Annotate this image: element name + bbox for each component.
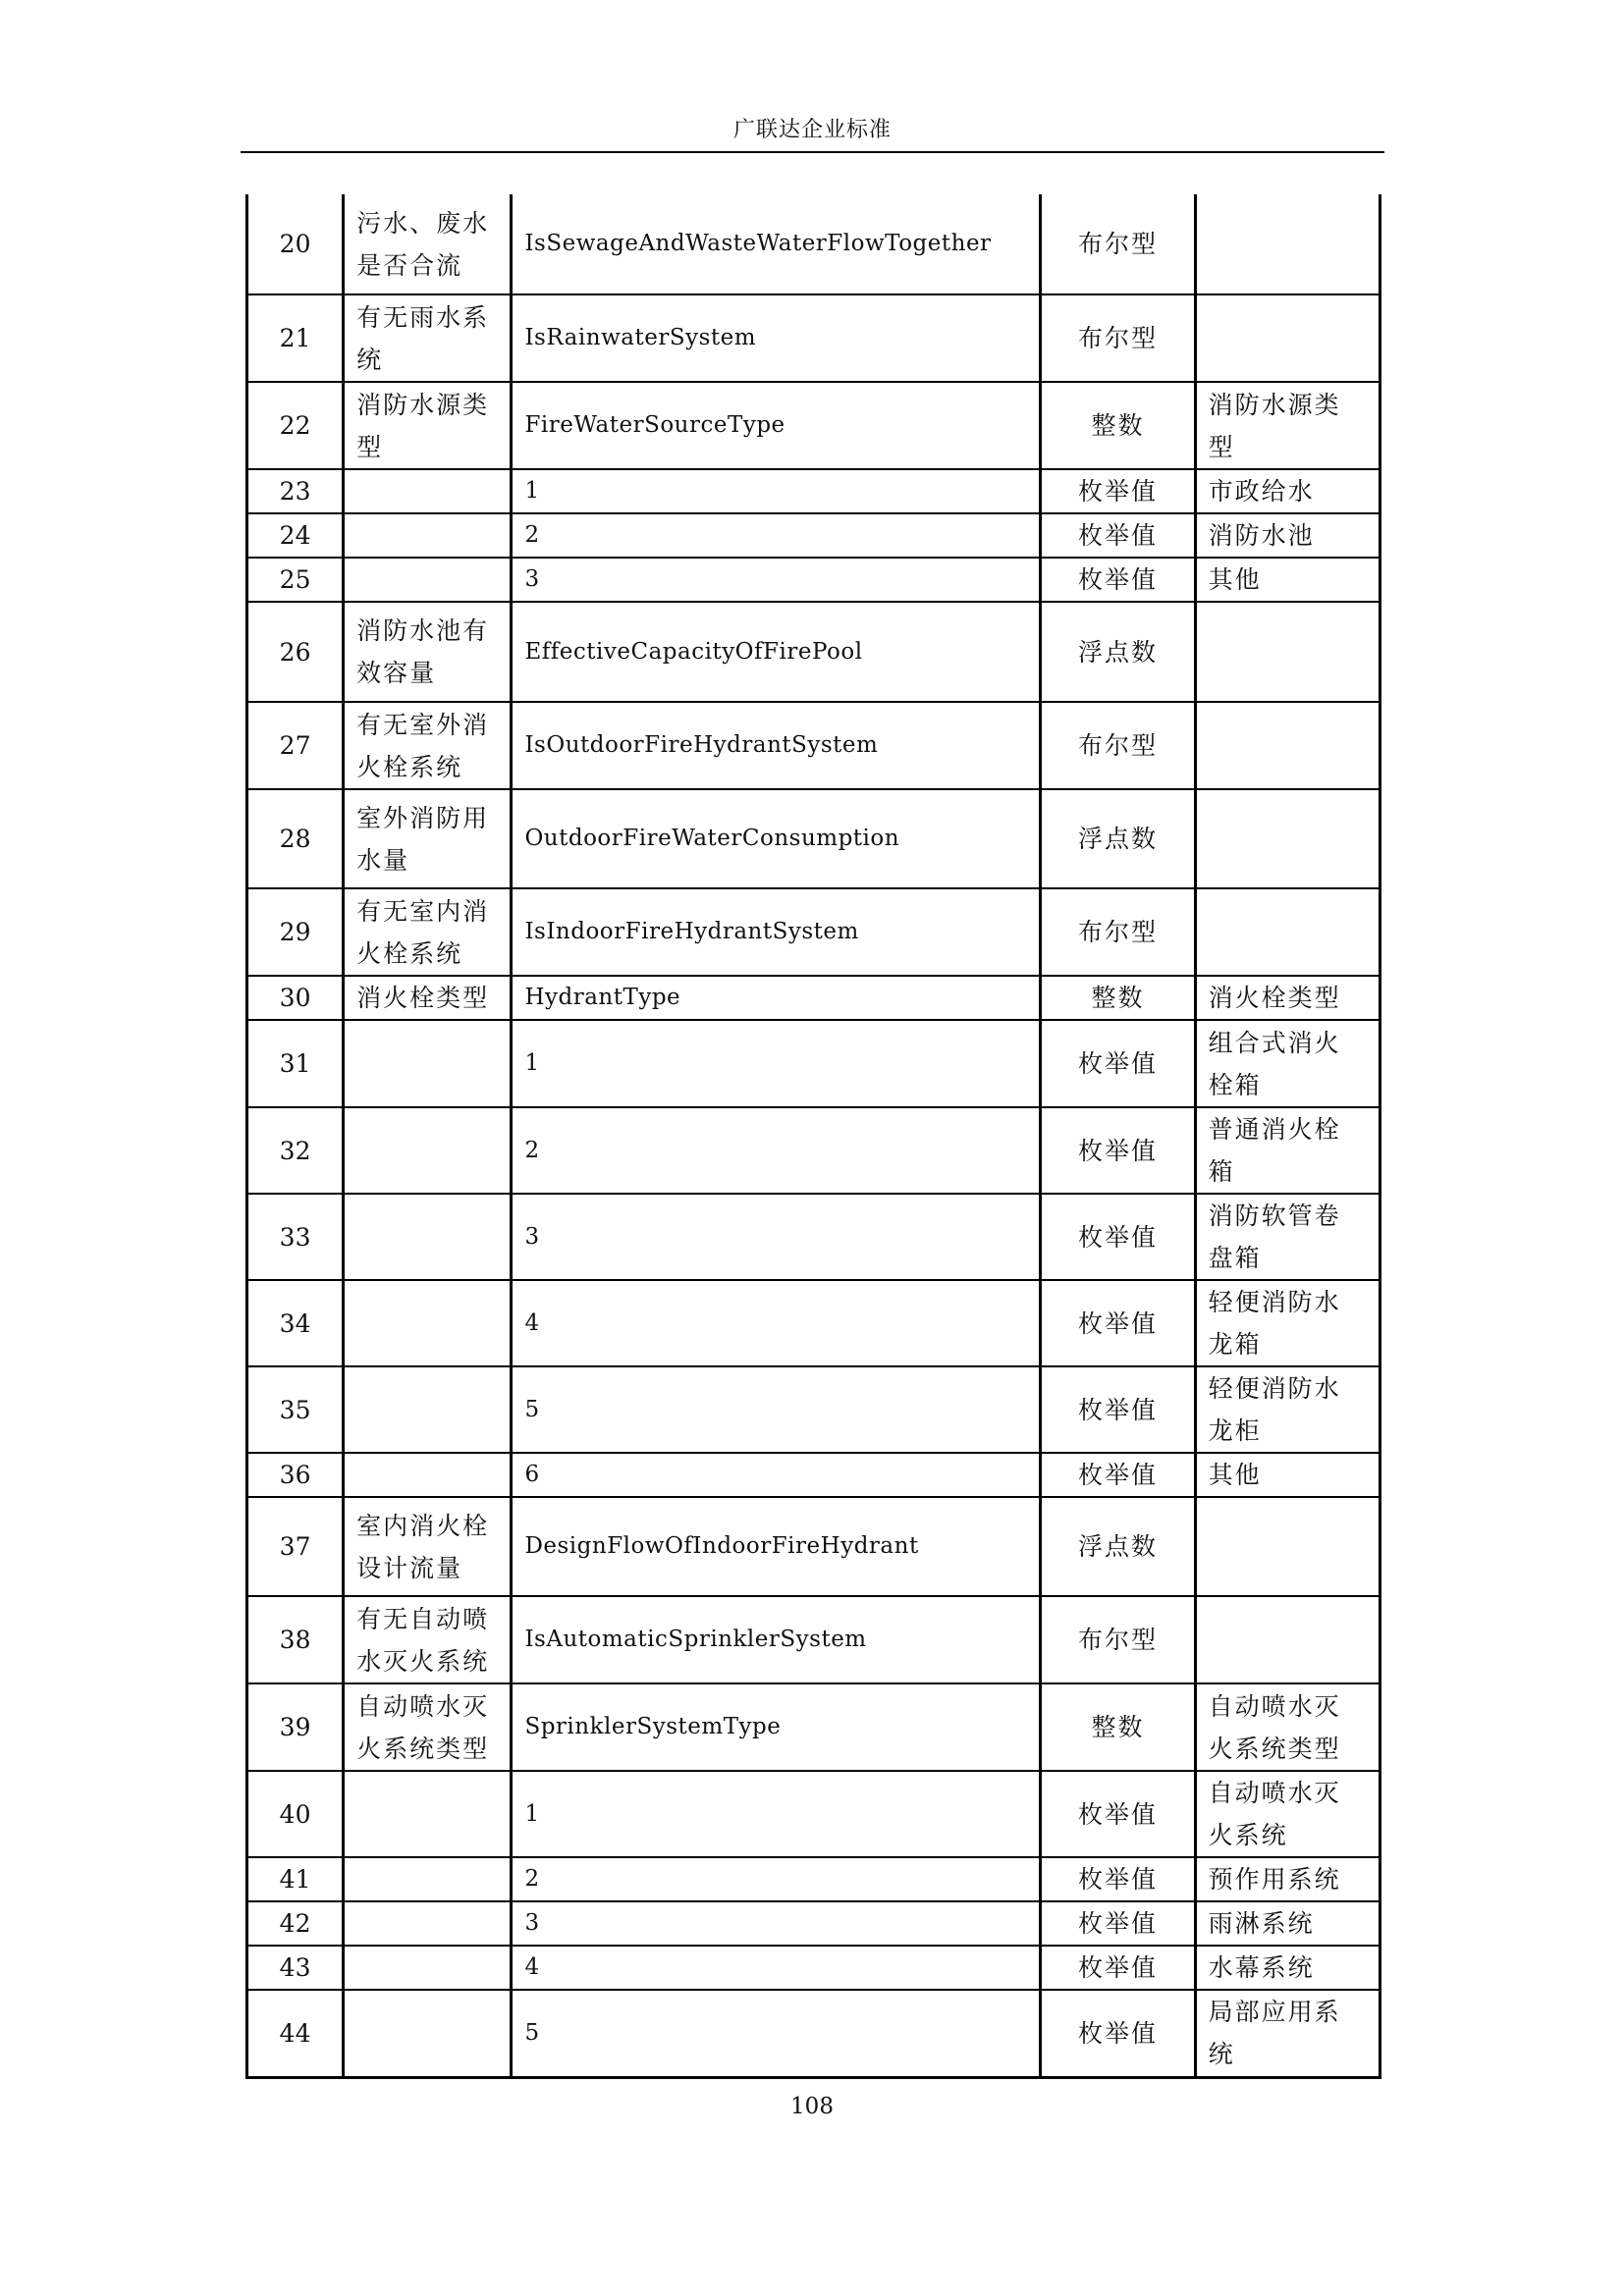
row-type: 枚举值 [1041,1946,1195,1990]
row-name: 室内消火栓设计流量 [344,1497,512,1596]
row-code: 4 [512,1280,1041,1366]
table-row [247,1497,1380,1596]
row-code: FireWaterSourceType [512,382,1041,469]
row-name [344,558,512,602]
table-row [247,513,1380,558]
row-code: 1 [512,1771,1041,1857]
row-note: 市政给水 [1195,469,1380,513]
row-number: 43 [247,1946,344,1990]
table-row [247,382,1380,469]
row-code: 5 [512,1990,1041,2077]
table-row [247,1280,1380,1366]
row-type: 枚举值 [1041,558,1195,602]
table-row [247,1194,1380,1280]
table-row [247,1596,1380,1683]
row-type: 布尔型 [1041,194,1195,294]
row-number: 44 [247,1990,344,2077]
row-name: 消防水池有效容量 [344,602,512,702]
table-row [247,1683,1380,1771]
row-type: 整数 [1041,1683,1195,1771]
row-code: EffectiveCapacityOfFirePool [512,602,1041,702]
row-number: 38 [247,1596,344,1683]
row-code: IsIndoorFireHydrantSystem [512,888,1041,976]
row-number: 21 [247,294,344,382]
row-name: 有无自动喷水灭火系统 [344,1596,512,1683]
table-row [247,1020,1380,1107]
table-row [247,294,1380,382]
row-code: IsRainwaterSystem [512,294,1041,382]
row-type: 枚举值 [1041,1990,1195,2077]
row-number: 32 [247,1107,344,1194]
row-name [344,513,512,558]
row-number: 28 [247,789,344,888]
row-number: 31 [247,1020,344,1107]
table-row [247,1453,1380,1497]
row-number: 40 [247,1771,344,1857]
row-code: 5 [512,1366,1041,1453]
row-code: 2 [512,513,1041,558]
table-row [247,888,1380,976]
row-note [1195,194,1380,294]
row-number: 27 [247,702,344,789]
table-row [247,469,1380,513]
table-row [247,1366,1380,1453]
row-name: 有无室内消火栓系统 [344,888,512,976]
row-number: 39 [247,1683,344,1771]
row-number: 34 [247,1280,344,1366]
row-type: 浮点数 [1041,602,1195,702]
row-type: 枚举值 [1041,1857,1195,1901]
row-type: 枚举值 [1041,1280,1195,1366]
row-code: 1 [512,1020,1041,1107]
row-type: 浮点数 [1041,1497,1195,1596]
spec-table [245,194,1381,2079]
row-type: 布尔型 [1041,294,1195,382]
page-number: 108 [790,2094,834,2119]
row-code: 1 [512,469,1041,513]
table-row [247,1857,1380,1901]
row-type: 浮点数 [1041,789,1195,888]
row-code: 6 [512,1453,1041,1497]
row-code: DesignFlowOfIndoorFireHydrant [512,1497,1041,1596]
table-row [247,976,1380,1020]
row-name [344,469,512,513]
row-number: 33 [247,1194,344,1280]
row-name [344,1020,512,1107]
row-note [1195,789,1380,888]
row-name: 有无室外消火栓系统 [344,702,512,789]
row-code: 2 [512,1107,1041,1194]
row-name [344,1366,512,1453]
row-note [1195,1596,1380,1683]
row-name [344,1194,512,1280]
row-type: 枚举值 [1041,1194,1195,1280]
row-note [1195,1497,1380,1596]
row-code: 3 [512,1194,1041,1280]
row-note: 普通消火栓箱 [1195,1107,1380,1194]
row-number: 36 [247,1453,344,1497]
row-number: 25 [247,558,344,602]
row-code: IsAutomaticSprinklerSystem [512,1596,1041,1683]
table-row [247,1946,1380,1990]
row-number: 42 [247,1901,344,1946]
table-row [247,602,1380,702]
row-note: 其他 [1195,1453,1380,1497]
table-row [247,1107,1380,1194]
row-number: 20 [247,194,344,294]
row-note [1195,602,1380,702]
row-number: 29 [247,888,344,976]
row-name [344,1990,512,2077]
row-note: 局部应用系统 [1195,1990,1380,2077]
row-type: 枚举值 [1041,1901,1195,1946]
row-name [344,1453,512,1497]
row-code: 3 [512,558,1041,602]
row-note: 消防水源类型 [1195,382,1380,469]
row-name [344,1946,512,1990]
table-row [247,789,1380,888]
row-name [344,1901,512,1946]
row-name: 消火栓类型 [344,976,512,1020]
row-type: 枚举值 [1041,1366,1195,1453]
row-note: 其他 [1195,558,1380,602]
row-note: 预作用系统 [1195,1857,1380,1901]
row-type: 枚举值 [1041,469,1195,513]
row-name: 室外消防用水量 [344,789,512,888]
row-name [344,1857,512,1901]
row-note: 消防软管卷盘箱 [1195,1194,1380,1280]
table-row [247,702,1380,789]
row-type: 布尔型 [1041,702,1195,789]
row-note: 轻便消防水龙箱 [1195,1280,1380,1366]
row-name: 有无雨水系统 [344,294,512,382]
row-type: 布尔型 [1041,1596,1195,1683]
row-code: OutdoorFireWaterConsumption [512,789,1041,888]
row-code: IsSewageAndWasteWaterFlowTogether [512,194,1041,294]
row-note [1195,888,1380,976]
row-number: 41 [247,1857,344,1901]
row-type: 整数 [1041,976,1195,1020]
table-row [247,1990,1380,2077]
row-code: 4 [512,1946,1041,1990]
row-note: 水幕系统 [1195,1946,1380,1990]
row-note: 组合式消火栓箱 [1195,1020,1380,1107]
row-type: 枚举值 [1041,513,1195,558]
row-note: 雨淋系统 [1195,1901,1380,1946]
row-number: 26 [247,602,344,702]
row-number: 37 [247,1497,344,1596]
row-note: 自动喷水灭火系统 [1195,1771,1380,1857]
row-note: 自动喷水灭火系统类型 [1195,1683,1380,1771]
row-type: 枚举值 [1041,1453,1195,1497]
row-number: 24 [247,513,344,558]
table-row [247,1771,1380,1857]
table-row [247,558,1380,602]
row-type: 枚举值 [1041,1020,1195,1107]
page-header-title: 广联达企业标准 [732,118,892,142]
row-number: 30 [247,976,344,1020]
row-name: 自动喷水灭火系统类型 [344,1683,512,1771]
table-row [247,1901,1380,1946]
row-code: SprinklerSystemType [512,1683,1041,1771]
row-name [344,1771,512,1857]
row-code: HydrantType [512,976,1041,1020]
row-note: 消火栓类型 [1195,976,1380,1020]
row-name [344,1280,512,1366]
row-note: 轻便消防水龙柜 [1195,1366,1380,1453]
row-type: 整数 [1041,382,1195,469]
table-row [247,194,1380,294]
row-note: 消防水池 [1195,513,1380,558]
row-number: 35 [247,1366,344,1453]
row-note [1195,702,1380,789]
row-code: 2 [512,1857,1041,1901]
row-type: 布尔型 [1041,888,1195,976]
row-name: 消防水源类型 [344,382,512,469]
row-code: 3 [512,1901,1041,1946]
row-type: 枚举值 [1041,1107,1195,1194]
row-name [344,1107,512,1194]
row-code: IsOutdoorFireHydrantSystem [512,702,1041,789]
row-number: 22 [247,382,344,469]
row-type: 枚举值 [1041,1771,1195,1857]
header-rule [241,151,1384,153]
row-number: 23 [247,469,344,513]
row-name: 污水、废水是否合流 [344,194,512,294]
row-note [1195,294,1380,382]
